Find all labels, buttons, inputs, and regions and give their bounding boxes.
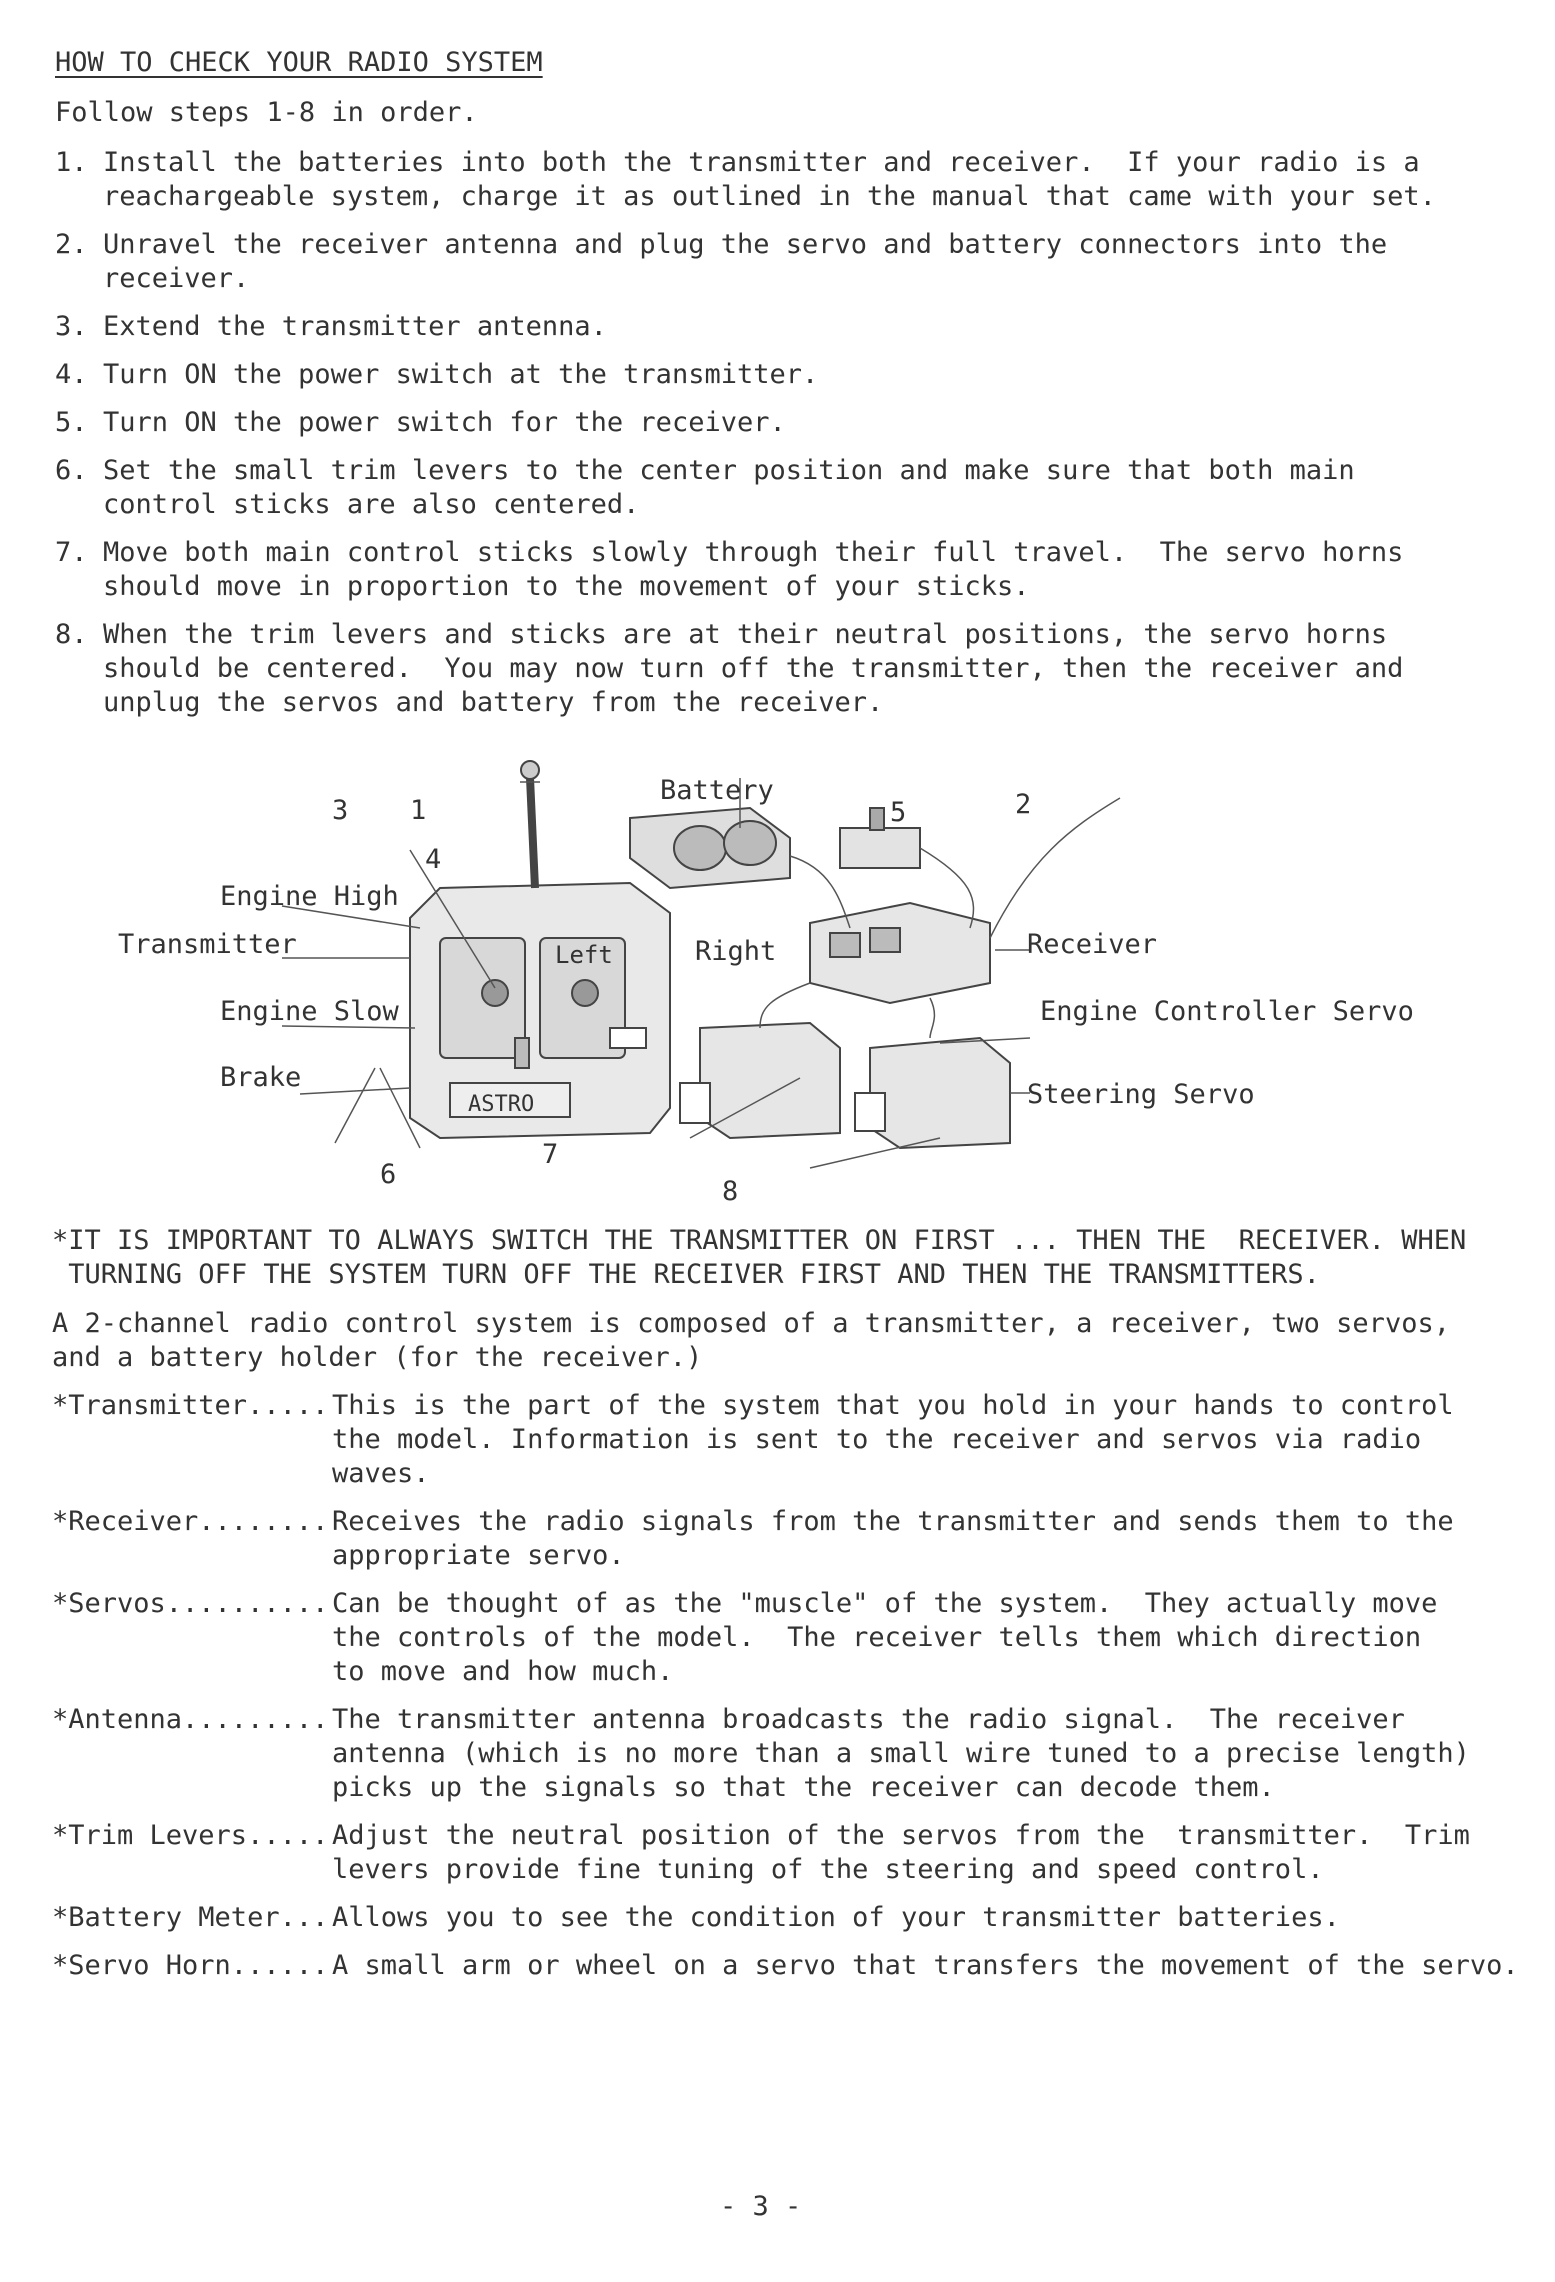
- label-right: Right: [695, 936, 777, 967]
- step-item: [55, 146, 1495, 214]
- step-text: Extend the transmitter antenna.: [103, 311, 607, 342]
- step-text: Turn ON the power switch at the transmitter.: [103, 359, 819, 390]
- definition-item: [52, 1901, 1532, 1935]
- step-text: When the trim levers and sticks are at their neutral positions, the servo horns should be centered. You may now turn off the transmitter, then the receiver and unplug the servos and battery from the receiver.: [103, 619, 1404, 718]
- definition-term: *Servos..........: [52, 1588, 329, 1619]
- definition-item: [52, 1587, 1532, 1689]
- page-number: - 3 -: [720, 2191, 802, 2222]
- radio-system-diagram: [110, 738, 1510, 1227]
- definition-term: *Servo Horn......: [52, 1950, 329, 1981]
- brand-label: ASTRO: [468, 1092, 535, 1117]
- label-5: 5: [890, 797, 907, 828]
- definition-text: Adjust the neutral position of the servos from the transmitter. Trim levers provide fine tuning of the steering and speed control.: [332, 1820, 1470, 1885]
- definition-item: [52, 1949, 1532, 1983]
- label-4: 4: [425, 844, 442, 875]
- warning-note: *IT IS IMPORTANT TO ALWAYS SWITCH THE TRANSMITTER ON FIRST ... THEN THE RECEIVER. WHEN TURNING OFF THE SYSTEM TURN OFF THE RECEIVER FIRST AND THEN THE TRANSMITTERS.: [52, 1225, 1467, 1290]
- step-item: [55, 454, 1495, 522]
- intro-text: Follow steps 1-8 in order.: [55, 97, 478, 128]
- label-2: 2: [1015, 789, 1032, 820]
- definition-item: [52, 1703, 1532, 1805]
- definition-item: [52, 1819, 1532, 1887]
- steps-list: [55, 146, 1495, 734]
- definition-term: *Transmitter.....: [52, 1390, 329, 1421]
- label-3: 3: [332, 795, 349, 826]
- label-6: 6: [380, 1159, 397, 1190]
- step-number: 3.: [55, 311, 88, 342]
- label-engine-high: Engine High: [220, 881, 399, 912]
- label-1: 1: [410, 795, 427, 826]
- definition-text: The transmitter antenna broadcasts the radio signal. The receiver antenna (which is no more than a small wire tuned to a precise length) picks up the signals so that the receiver can decode them.: [332, 1704, 1470, 1803]
- step-number: 6.: [55, 455, 88, 486]
- step-item: [55, 228, 1495, 296]
- label-engine-controller-servo: Engine Controller Servo: [1040, 996, 1414, 1027]
- label-engine-slow: Engine Slow: [220, 996, 399, 1027]
- receiver-illustration: [810, 903, 990, 1003]
- step-item: [55, 618, 1495, 720]
- definition-item: [52, 1505, 1532, 1573]
- definitions-list: [52, 1389, 1532, 1997]
- definition-text: This is the part of the system that you hold in your hands to control the model. Information is sent to the receiver and servos via radio waves.: [332, 1390, 1454, 1489]
- step-item: [55, 310, 1495, 344]
- step-item: [55, 536, 1495, 604]
- step-text: Install the batteries into both the transmitter and receiver. If your radio is a reachargeable system, charge it as outlined in the manual that came with your set.: [103, 147, 1436, 212]
- label-steering-servo: Steering Servo: [1027, 1079, 1255, 1110]
- step-text: Set the small trim levers to the center position and make sure that both main control sticks are also centered.: [103, 455, 1355, 520]
- definition-text: A small arm or wheel on a servo that transfers the movement of the servo.: [332, 1950, 1519, 1981]
- definition-term: *Trim Levers.....: [52, 1820, 329, 1851]
- definition-term: *Receiver........: [52, 1506, 329, 1537]
- definition-item: [52, 1389, 1532, 1491]
- step-text: Unravel the receiver antenna and plug the servo and battery connectors into the receiver.: [103, 229, 1388, 294]
- steering-servo-illustration: [855, 1038, 1010, 1148]
- step-number: 4.: [55, 359, 88, 390]
- label-battery: Battery: [660, 775, 774, 806]
- step-number: 1.: [55, 147, 88, 178]
- step-item: [55, 406, 1495, 440]
- engine-controller-servo-illustration: [680, 1023, 840, 1138]
- step-text: Move both main control sticks slowly through their full travel. The servo horns should move in proportion to the movement of your sticks.: [103, 537, 1404, 602]
- step-number: 5.: [55, 407, 88, 438]
- step-number: 2.: [55, 229, 88, 260]
- definition-text: Receives the radio signals from the transmitter and sends them to the appropriate servo.: [332, 1506, 1454, 1571]
- system-description: A 2-channel radio control system is composed of a transmitter, a receiver, two servos, and a battery holder (for the receiver.): [52, 1308, 1450, 1373]
- switch-illustration: [840, 808, 920, 868]
- definition-term: *Battery Meter...: [52, 1902, 329, 1933]
- label-8: 8: [722, 1176, 739, 1207]
- diagram-svg: [110, 738, 1510, 1218]
- label-7: 7: [542, 1139, 559, 1170]
- step-text: Turn ON the power switch for the receiver.: [103, 407, 786, 438]
- step-item: [55, 358, 1495, 392]
- battery-illustration: [630, 808, 790, 888]
- step-number: 8.: [55, 619, 88, 650]
- definition-text: Can be thought of as the "muscle" of the system. They actually move the controls of the model. The receiver tells them which direction to move and how much.: [332, 1588, 1438, 1687]
- label-brake: Brake: [220, 1062, 302, 1093]
- definition-term: *Antenna.........: [52, 1704, 329, 1735]
- definition-text: Allows you to see the condition of your transmitter batteries.: [332, 1902, 1340, 1933]
- label-transmitter: Transmitter: [118, 929, 297, 960]
- step-number: 7.: [55, 537, 88, 568]
- label-receiver: Receiver: [1027, 929, 1158, 960]
- label-left: Left: [555, 941, 613, 969]
- page-title: HOW TO CHECK YOUR RADIO SYSTEM: [55, 47, 543, 78]
